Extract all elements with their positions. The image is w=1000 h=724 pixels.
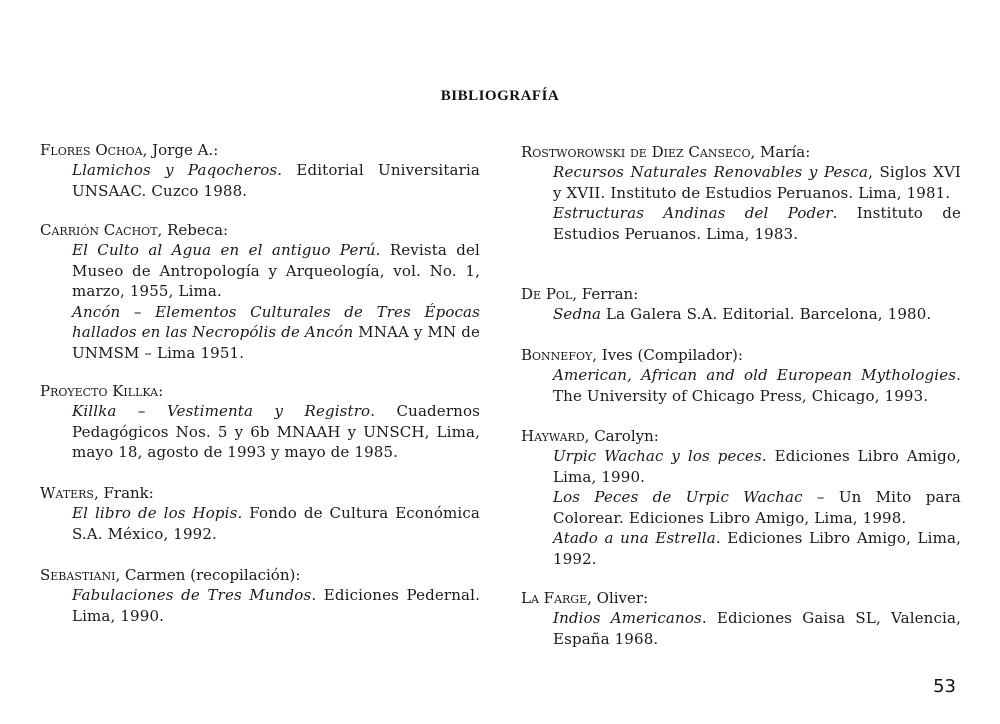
entry-author (521, 345, 961, 365)
entry-author (521, 588, 961, 608)
entry-author (521, 426, 961, 446)
bibliography-entry (40, 220, 480, 363)
reference-details: . Ediciones Libro Amigo, Lima, 1992. (553, 529, 961, 568)
reference-details: . Ediciones Pedernal. Lima, 1990. (72, 586, 480, 625)
reference-title: El libro de los Hopis (72, 504, 238, 522)
bibliography-entry (521, 284, 961, 325)
reference-title: American, African and old European Mythologies (553, 366, 957, 384)
author-given: , Frank: (93, 484, 154, 502)
entry-reference (40, 240, 480, 302)
author-given: , Carolyn: (584, 427, 659, 445)
author-given: , Ives (Compilador): (592, 346, 743, 364)
author-surname: Sebastiani (40, 566, 116, 584)
reference-title: Killka – Vestimenta y Registro (72, 402, 371, 420)
author-surname: Rostworowski de Diez Canseco (521, 143, 751, 161)
bibliography-entry (40, 565, 480, 626)
entry-reference (40, 503, 480, 544)
bibliography-entry (521, 426, 961, 569)
reference-title: Atado a una Estrella (553, 529, 716, 547)
bibliography-entry (40, 381, 480, 463)
bibliography-entry (521, 345, 961, 406)
reference-title: Estructuras Andinas del Poder (553, 204, 833, 222)
entry-author (40, 220, 480, 240)
entry-reference (521, 608, 961, 649)
entry-reference (40, 585, 480, 626)
bibliography-entry (40, 483, 480, 544)
entry-reference (521, 162, 961, 203)
reference-details: La Galera S.A. Editorial. Barcelona, 1980. (601, 305, 932, 323)
entry-author (521, 142, 961, 162)
reference-details: . Ediciones Gaisa SL, Valencia, España 1968. (553, 609, 961, 648)
author-given: , Carmen (recopilación): (115, 566, 301, 584)
author-surname: La Farge (521, 589, 588, 607)
author-surname: Waters (40, 484, 94, 502)
reference-details: – Un Mito para Colorear. Ediciones Libro Amigo, Lima, 1998. (553, 488, 961, 527)
entry-reference (521, 446, 961, 487)
author-given: , María: (750, 143, 811, 161)
author-given: , Rebeca: (157, 221, 229, 239)
page-heading: BIBLIOGRAFÍA (440, 88, 560, 104)
author-surname: Flores Ochoa (40, 141, 143, 159)
entry-reference (40, 302, 480, 364)
bibliography-entry (521, 142, 961, 244)
entry-reference (521, 304, 961, 325)
bibliography-entry (40, 140, 480, 201)
entry-reference (521, 365, 961, 406)
reference-title: Sedna (553, 305, 602, 323)
entry-author (40, 565, 480, 585)
page-number: 53 (933, 676, 956, 697)
entry-author (40, 381, 480, 401)
reference-title: El Culto al Agua en el antiguo Perú (72, 241, 376, 259)
reference-title: Fabulaciones de Tres Mundos (72, 586, 312, 604)
entry-reference (40, 401, 480, 463)
reference-details: . Fondo de Cultura Económica S.A. México, 1992. (72, 504, 480, 543)
entry-author (521, 284, 961, 304)
author-surname: Bonnefoy (521, 346, 593, 364)
reference-title: Ancón – Elementos Culturales de Tres Épocas hallados en las Necropólis de Ancón (72, 302, 480, 341)
reference-details: , Siglos XVI y XVII. Instituto de Estudios Peruanos. Lima, 1981. (553, 163, 961, 202)
entry-author (40, 140, 480, 160)
entry-reference (521, 203, 961, 244)
author-given: : (158, 382, 164, 400)
reference-details: MNAA y MN de UNMSM – Lima 1951. (72, 323, 481, 362)
reference-title: Llamichos y Paqocheros (72, 161, 278, 179)
author-surname: Carrión Cachot (40, 221, 158, 239)
reference-details: . Cuadernos Pedagógicos Nos. 5 y 6b MNAAH y UNSCH, Lima, mayo 18, agosto de 1993 y mayo de 1985. (72, 402, 480, 461)
reference-details: . Editorial Universitaria UNSAAC. Cuzco 1988. (72, 161, 481, 200)
author-surname: Proyecto Killka (40, 382, 159, 400)
author-given: , Oliver: (587, 589, 649, 607)
reference-title: Los Peces de Urpic Wachac (553, 488, 803, 506)
reference-details: . Revista del Museo de Antropología y Arqueología, vol. No. 1, marzo, 1955, Lima. (72, 241, 480, 300)
reference-title: Urpic Wachac y los peces (553, 447, 762, 465)
reference-details: . Ediciones Libro Amigo, Lima, 1990. (553, 447, 961, 486)
entry-reference (521, 487, 961, 528)
author-given: , Jorge A.: (142, 141, 219, 159)
author-given: , Ferran: (572, 285, 639, 303)
author-surname: Hayward (521, 427, 585, 445)
entry-reference (521, 528, 961, 569)
entry-author (40, 483, 480, 503)
reference-title: Recursos Naturales Renovables y Pesca (553, 163, 869, 181)
reference-details: . The University of Chicago Press, Chicago, 1993. (553, 366, 961, 405)
entry-reference (40, 160, 480, 201)
reference-title: Indios Americanos (553, 609, 702, 627)
reference-details: . Instituto de Estudios Peruanos. Lima, 1983. (553, 204, 961, 243)
bibliography-entry (521, 588, 961, 649)
author-surname: De Pol (521, 285, 573, 303)
